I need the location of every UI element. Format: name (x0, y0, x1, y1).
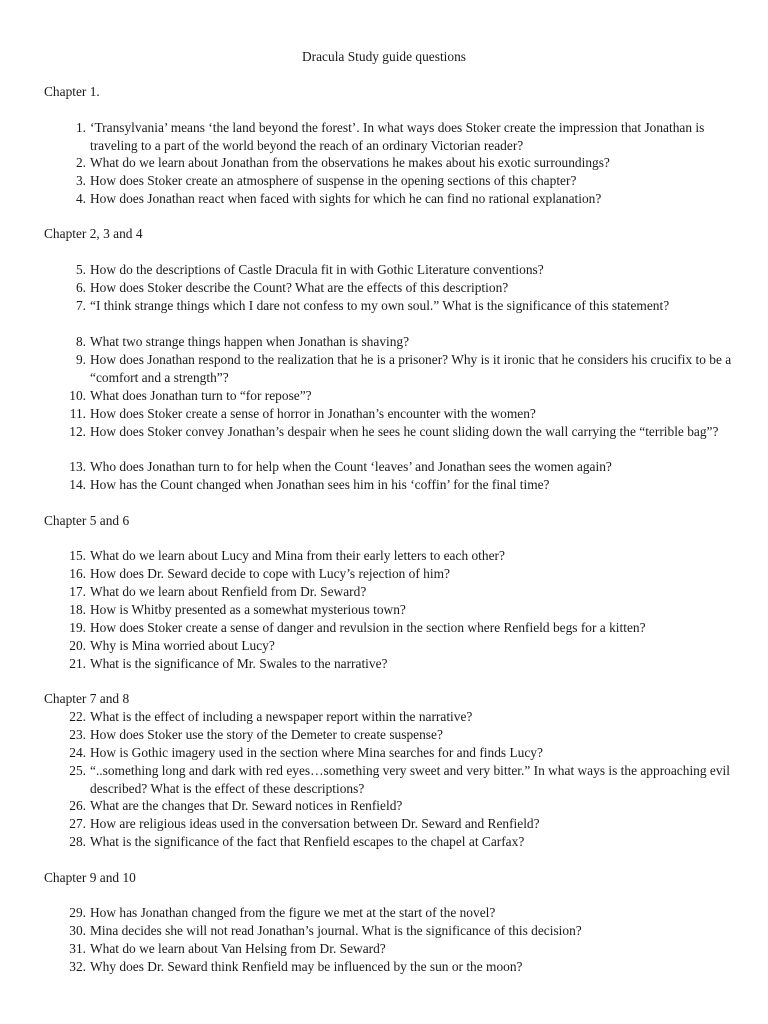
question-item (69, 762, 740, 798)
document-title: Dracula Study guide questions (301, 49, 466, 64)
question-text: “..something long and dark with red eyes…something very sweet and very bitter.” In what ways is the approaching evil described? What is the effect of these descriptions? (90, 763, 730, 796)
question-item (75, 154, 740, 172)
question-item (69, 565, 740, 583)
chapter-heading: Chapter 5 and 6 (44, 513, 130, 528)
question-number: 31. (69, 941, 86, 956)
question-item (69, 423, 740, 441)
chapter-heading: Chapter 1. (44, 84, 100, 99)
question-text: “I think strange things which I dare not confess to my own soul.” What is the significance of this statement? (90, 298, 670, 313)
question-item (69, 833, 740, 851)
question-item (69, 619, 740, 637)
question-item (69, 744, 740, 762)
question-text: What two strange things happen when Jonathan is shaving? (90, 334, 410, 349)
question-text: How does Stoker convey Jonathan’s despair when he sees he count sliding down the wall carrying the “terrible bag”? (90, 424, 719, 439)
question-text: How does Stoker create a sense of horror in Jonathan’s encounter with the women? (90, 406, 536, 421)
question-text: What is the effect of including a newspaper report within the narrative? (90, 709, 473, 724)
question-item (69, 387, 740, 405)
question-text: How does Stoker use the story of the Demeter to create suspense? (90, 727, 443, 742)
question-text: How does Stoker create an atmosphere of suspense in the opening sections of this chapter? (90, 173, 577, 188)
question-number: 11. (69, 406, 86, 421)
question-number: 28. (69, 834, 86, 849)
chapter-heading: Chapter 7 and 8 (44, 691, 130, 706)
question-text: How is Whitby presented as a somewhat mysterious town? (90, 602, 406, 617)
question-number: 29. (69, 905, 86, 920)
question-item (75, 297, 740, 315)
question-text: Mina decides she will not read Jonathan’s journal. What is the significance of this decision? (90, 923, 582, 938)
question-number: 20. (69, 638, 86, 653)
question-number: 27. (69, 816, 86, 831)
question-item (69, 815, 740, 833)
question-item (69, 940, 740, 958)
chapter-heading: Chapter 9 and 10 (44, 870, 136, 885)
question-item (69, 958, 740, 976)
question-text: Who does Jonathan turn to for help when the Count ‘leaves’ and Jonathan sees the women again? (90, 459, 612, 474)
question-item (75, 279, 740, 297)
chapter-heading: Chapter 2, 3 and 4 (44, 226, 143, 241)
question-number: 1. (75, 120, 86, 135)
question-number: 2. (75, 155, 86, 170)
question-text: What is the significance of Mr. Swales to the narrative? (90, 656, 388, 671)
question-text: What do we learn about Jonathan from the observations he makes about his exotic surroundings? (90, 155, 610, 170)
question-item (69, 547, 740, 565)
question-number: 18. (69, 602, 86, 617)
question-number: 19. (69, 620, 86, 635)
question-number: 3. (75, 173, 86, 188)
question-number: 25. (69, 763, 86, 778)
question-number: 12. (69, 424, 86, 439)
question-number: 32. (69, 959, 86, 974)
question-number: 13. (69, 459, 86, 474)
question-number: 30. (69, 923, 86, 938)
question-text: How does Stoker describe the Count? What are the effects of this description? (90, 280, 509, 295)
question-item (69, 458, 740, 476)
question-number: 5. (75, 262, 86, 277)
question-number: 6. (75, 280, 86, 295)
question-text: What do we learn about Van Helsing from Dr. Seward? (90, 941, 386, 956)
question-text: How has Jonathan changed from the figure we met at the start of the novel? (90, 905, 496, 920)
question-text: How are religious ideas used in the conversation between Dr. Seward and Renfield? (90, 816, 540, 831)
question-number: 14. (69, 477, 86, 492)
question-text: What are the changes that Dr. Seward notices in Renfield? (90, 798, 403, 813)
question-text: How does Jonathan respond to the realization that he is a prisoner? Why is it ironic that he considers his crucifix to be a “comfort and a strength”? (90, 352, 732, 385)
question-number: 17. (69, 584, 86, 599)
question-item (69, 922, 740, 940)
question-item (69, 476, 740, 494)
question-text: How has the Count changed when Jonathan sees him in his ‘coffin’ for the final time? (90, 477, 550, 492)
question-text: How do the descriptions of Castle Dracula fit in with Gothic Literature conventions? (90, 262, 544, 277)
question-text: What do we learn about Lucy and Mina from their early letters to each other? (90, 548, 505, 563)
question-text: What is the significance of the fact that Renfield escapes to the chapel at Carfax? (90, 834, 525, 849)
question-item (75, 261, 740, 279)
question-item (69, 797, 740, 815)
question-number: 4. (75, 191, 86, 206)
question-number: 8. (75, 334, 86, 349)
question-item (69, 405, 740, 423)
question-text: How is Gothic imagery used in the section where Mina searches for and finds Lucy? (90, 745, 543, 760)
question-text: What do we learn about Renfield from Dr. Seward? (90, 584, 367, 599)
question-item (75, 333, 740, 351)
question-item (75, 190, 740, 208)
question-number: 7. (75, 298, 86, 313)
question-item (69, 655, 740, 673)
question-text: How does Jonathan react when faced with sights for which he can find no rational explanation? (90, 191, 602, 206)
question-item (75, 172, 740, 190)
question-number: 9. (75, 352, 86, 367)
question-number: 22. (69, 709, 86, 724)
question-text: How does Dr. Seward decide to cope with Lucy’s rejection of him? (90, 566, 450, 581)
question-text: Why is Mina worried about Lucy? (90, 638, 275, 653)
question-item (69, 601, 740, 619)
question-number: 23. (69, 727, 86, 742)
question-item (75, 119, 740, 155)
question-number: 10. (69, 388, 86, 403)
question-item (69, 726, 740, 744)
question-text: ‘Transylvania’ means ‘the land beyond the forest’. In what ways does Stoker create the impression that Jonathan is traveling to a part of the world beyond the reach of an ordinary Victorian reader? (90, 120, 705, 153)
question-item (69, 637, 740, 655)
question-text: How does Stoker create a sense of danger and revulsion in the section where Renfield begs for a kitten? (90, 620, 646, 635)
question-number: 26. (69, 798, 86, 813)
question-number: 24. (69, 745, 86, 760)
question-item (69, 904, 740, 922)
question-text: What does Jonathan turn to “for repose”? (90, 388, 312, 403)
question-item (75, 351, 740, 387)
question-number: 16. (69, 566, 86, 581)
question-item (69, 708, 740, 726)
question-number: 15. (69, 548, 86, 563)
question-number: 21. (69, 656, 86, 671)
question-text: Why does Dr. Seward think Renfield may be influenced by the sun or the moon? (90, 959, 523, 974)
question-item (69, 583, 740, 601)
